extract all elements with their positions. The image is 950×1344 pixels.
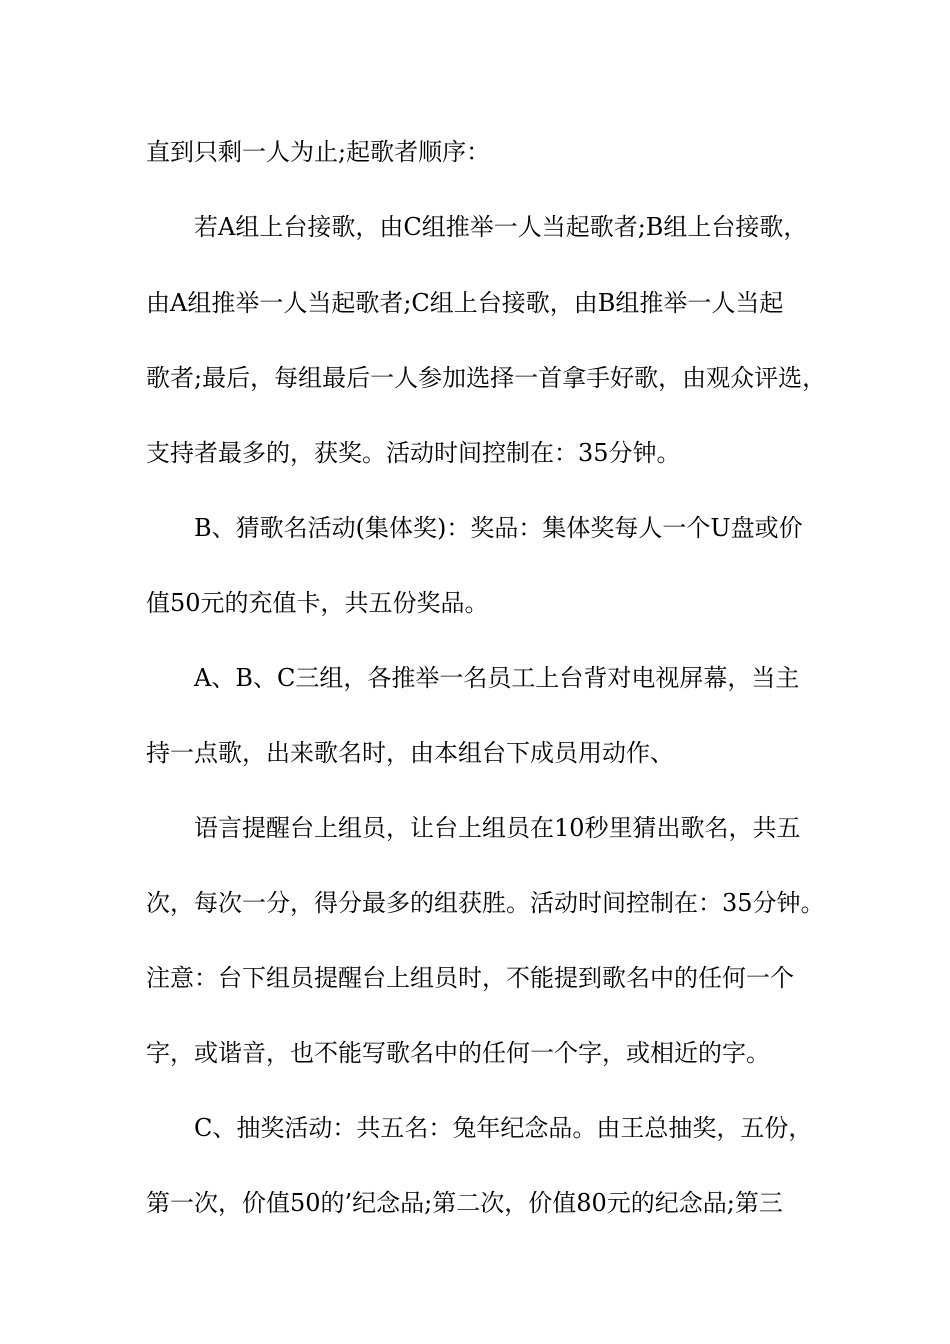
text-line-1: 直到只剩一人为止;起歌者顺序： (146, 138, 491, 166)
text-line-15: 第一次，价值50的’纪念品;第二次，价值80元的纪念品;第三 (146, 1189, 783, 1217)
text-line-4: 歌者;最后，每组最后一人参加选择一首拿手好歌，由观众评选， (146, 364, 827, 392)
text-line-8: A、B、C三组，各推举一名员工上台背对电视屏幕，当主 (194, 664, 800, 692)
text-line-2: 若A组上台接歌，由C组推举一人当起歌者;B组上台接歌， (194, 213, 808, 241)
text-line-12: 注意：台下组员提醒台上组员时，不能提到歌名中的任何一个 (146, 964, 794, 992)
text-line-14: C、抽奖活动：共五名：兔年纪念品。由王总抽奖，五份， (194, 1114, 813, 1142)
text-line-7: 值50元的充值卡，共五份奖品。 (146, 589, 489, 617)
text-line-9: 持一点歌，出来歌名时，由本组台下成员用动作、 (146, 739, 674, 767)
text-line-11: 次，每次一分，得分最多的组获胜。活动时间控制在：35分钟。 (146, 889, 825, 917)
text-line-3: 由A组推举一人当起歌者;C组上台接歌，由B组推举一人当起 (146, 289, 784, 317)
text-line-6: B、猜歌名活动(集体奖)：奖品：集体奖每人一个U盘或价 (194, 514, 803, 542)
text-line-10: 语言提醒台上组员，让台上组员在10秒里猜出歌名，共五 (194, 814, 801, 842)
text-line-5: 支持者最多的，获奖。活动时间控制在：35分钟。 (146, 439, 681, 467)
text-line-13: 字，或谐音，也不能写歌名中的任何一个字，或相近的字。 (146, 1039, 770, 1067)
